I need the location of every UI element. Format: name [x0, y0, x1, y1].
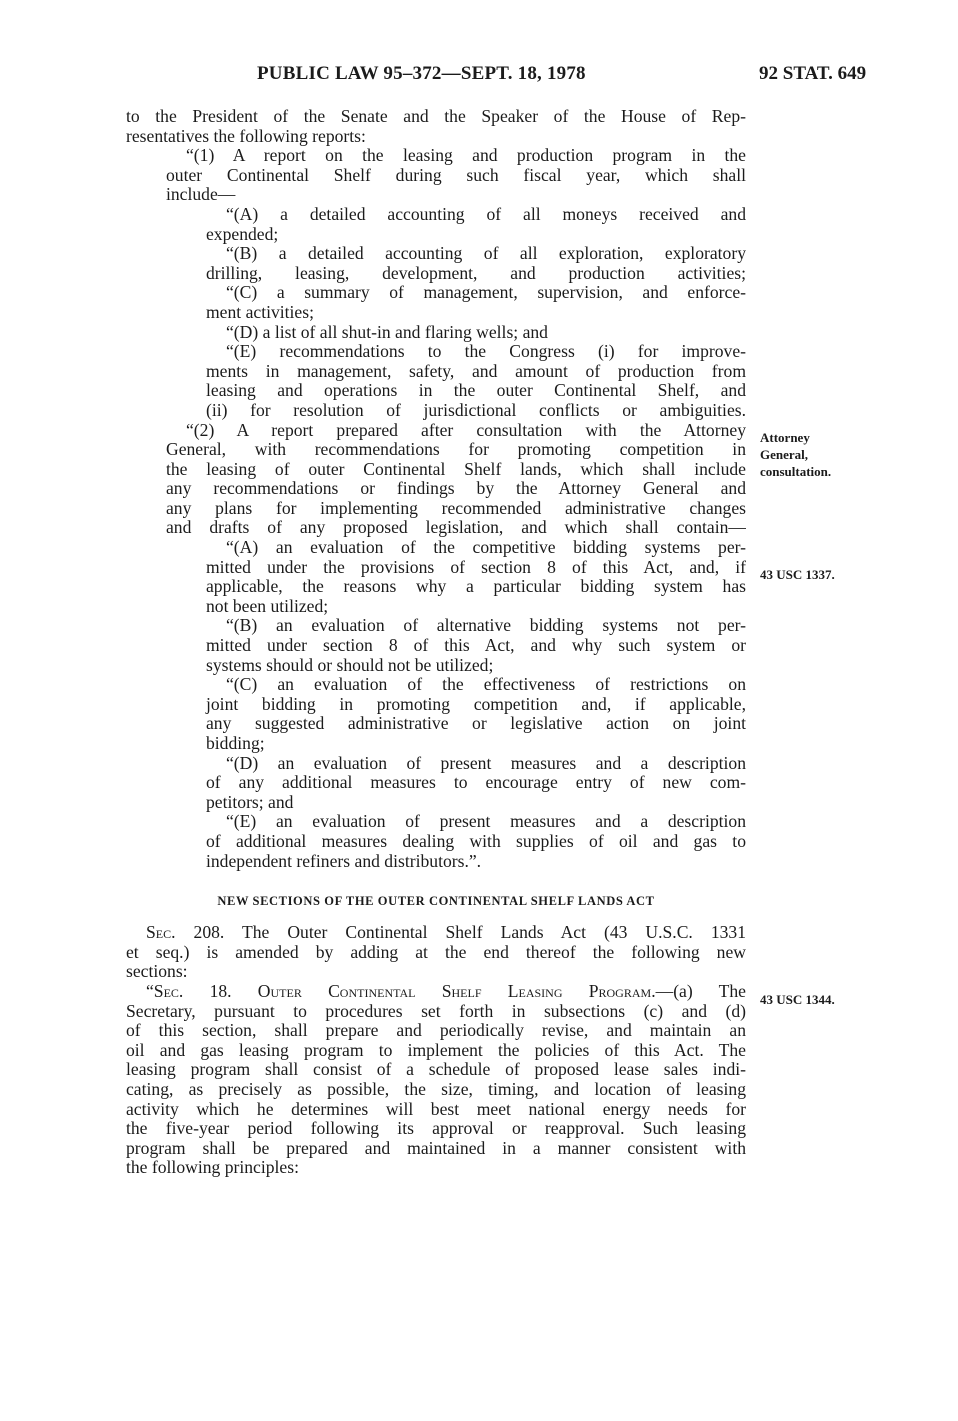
body-text: [126, 107, 746, 1178]
text-line: “(B) an evaluation of alternative bidding systems not per-: [226, 616, 746, 636]
text-line: expended;: [206, 224, 279, 244]
text-line: the five-year period following its approval or reapproval. Such leasing: [126, 1119, 746, 1139]
page-header: [0, 63, 958, 89]
section-heading: NEW SECTIONS OF THE OUTER CONTINENTAL SHELF LANDS ACT: [217, 894, 655, 909]
text-line: independent refiners and distributors.”.: [206, 851, 482, 871]
sec-label: “Sec. 18. Outer Continental Shelf Leasing Program.: [146, 981, 656, 1001]
text-line: [126, 923, 746, 943]
text-line: bidding;: [206, 734, 265, 753]
text-line: include—: [166, 185, 236, 205]
margin-note-line: consultation.: [760, 464, 832, 479]
margin-note-usc-1344: 43 USC 1344.: [760, 992, 835, 1007]
text-line: any plans for implementing recommended administrative changes: [166, 498, 746, 518]
sec-text: 208. The Outer Continental Shelf Lands Act (43 U.S.C. 1331: [193, 923, 746, 943]
text-line: “(1) A report on the leasing and production program in the: [186, 146, 746, 166]
text-line: “(D) an evaluation of present measures and a description: [226, 753, 746, 773]
text-line: ments in management, safety, and amount of production from: [206, 361, 746, 381]
header-title: PUBLIC LAW 95–372—SEPT. 18, 1978: [257, 63, 586, 84]
text-line: drilling, leasing, development, and production activities;: [206, 263, 746, 283]
margin-note-usc-1337: 43 USC 1337.: [760, 567, 835, 582]
text-line: “(2) A report prepared after consultation with the Attorney: [186, 420, 746, 440]
margin-note-attorney-general: [760, 429, 831, 480]
text-line: any recommendations or findings by the Attorney General and: [166, 479, 746, 499]
text-line: outer Continental Shelf during such fiscal year, which shall: [166, 165, 746, 185]
text-line: “(A) an evaluation of the competitive bidding systems per-: [226, 538, 746, 558]
text-line: “(B) a detailed accounting of all exploration, exploratory: [226, 244, 746, 264]
sec-text: —(a) The: [655, 981, 746, 1001]
text-line: mitted under the provisions of section 8 of this Act, and, if: [206, 557, 746, 577]
text-line: “(D) a list of all shut-in and flaring wells; and: [226, 322, 548, 342]
text-line: sections:: [126, 962, 188, 982]
text-line: of this section, shall prepare and periodically revise, and maintain an: [126, 1021, 746, 1041]
text-line: “(C) an evaluation of the effectiveness of restrictions on: [226, 675, 746, 695]
text-line: cating, as precisely as possible, the size, timing, and location of leasing: [126, 1079, 746, 1099]
sec-label: Sec.: [146, 923, 176, 943]
text-line: and drafts of any proposed legislation, and which shall contain—: [166, 518, 746, 538]
text-line: not been utilized;: [206, 596, 329, 616]
text-line: petitors; and: [206, 792, 294, 812]
text-line: program shall be prepared and maintained in a manner consistent with: [126, 1138, 746, 1158]
text-line: of additional measures dealing with supplies of oil and gas to: [206, 831, 746, 851]
text-line: to the President of the Senate and the Speaker of the House of Rep-: [126, 107, 746, 126]
text-line: of any additional measures to encourage entry of new com-: [206, 773, 746, 793]
margin-note-line: Attorney: [760, 430, 810, 445]
text-line: (ii) for resolution of jurisdictional conflicts or ambiguities.: [206, 400, 746, 420]
text-line: mitted under section 8 of this Act, and why such system or: [206, 636, 746, 656]
text-line: applicable, the reasons why a particular bidding system has: [206, 577, 746, 597]
text-line: “(E) recommendations to the Congress (i) for improve-: [226, 342, 746, 362]
text-line: leasing program shall consist of a schedule of proposed lease sales indi-: [126, 1060, 746, 1080]
text-line: Secretary, pursuant to procedures set forth in subsections (c) and (d): [126, 1001, 746, 1021]
header-page-number: 92 STAT. 649: [759, 63, 867, 84]
text-line: joint bidding in promoting competition and, if applicable,: [206, 694, 746, 714]
text-line: [126, 982, 746, 1002]
text-line: oil and gas leasing program to implement the policies of this Act. The: [126, 1040, 746, 1060]
text-line: resentatives the following reports:: [126, 126, 366, 146]
text-line: systems should or should not be utilized;: [206, 655, 494, 675]
text-line: “(A) a detailed accounting of all moneys received and: [226, 204, 746, 224]
text-line: “(E) an evaluation of present measures and a description: [226, 812, 746, 832]
text-line: leasing and operations in the outer Continental Shelf, and: [206, 381, 746, 401]
margin-note-line: General,: [760, 447, 809, 462]
text-line: the following principles:: [126, 1158, 299, 1178]
text-line: activity which he determines will best meet national energy needs for: [126, 1099, 746, 1119]
text-line: any suggested administrative or legislative action on joint: [206, 714, 746, 734]
text-line: ment activities;: [206, 302, 314, 322]
text-line: et seq.) is amended by adding at the end thereof the following new: [126, 942, 746, 962]
text-line: “(C) a summary of management, supervision, and enforce-: [226, 283, 746, 303]
text-line: the leasing of outer Continental Shelf lands, which shall include: [166, 459, 746, 479]
text-line: General, with recommendations for promoting competition in: [166, 440, 746, 460]
